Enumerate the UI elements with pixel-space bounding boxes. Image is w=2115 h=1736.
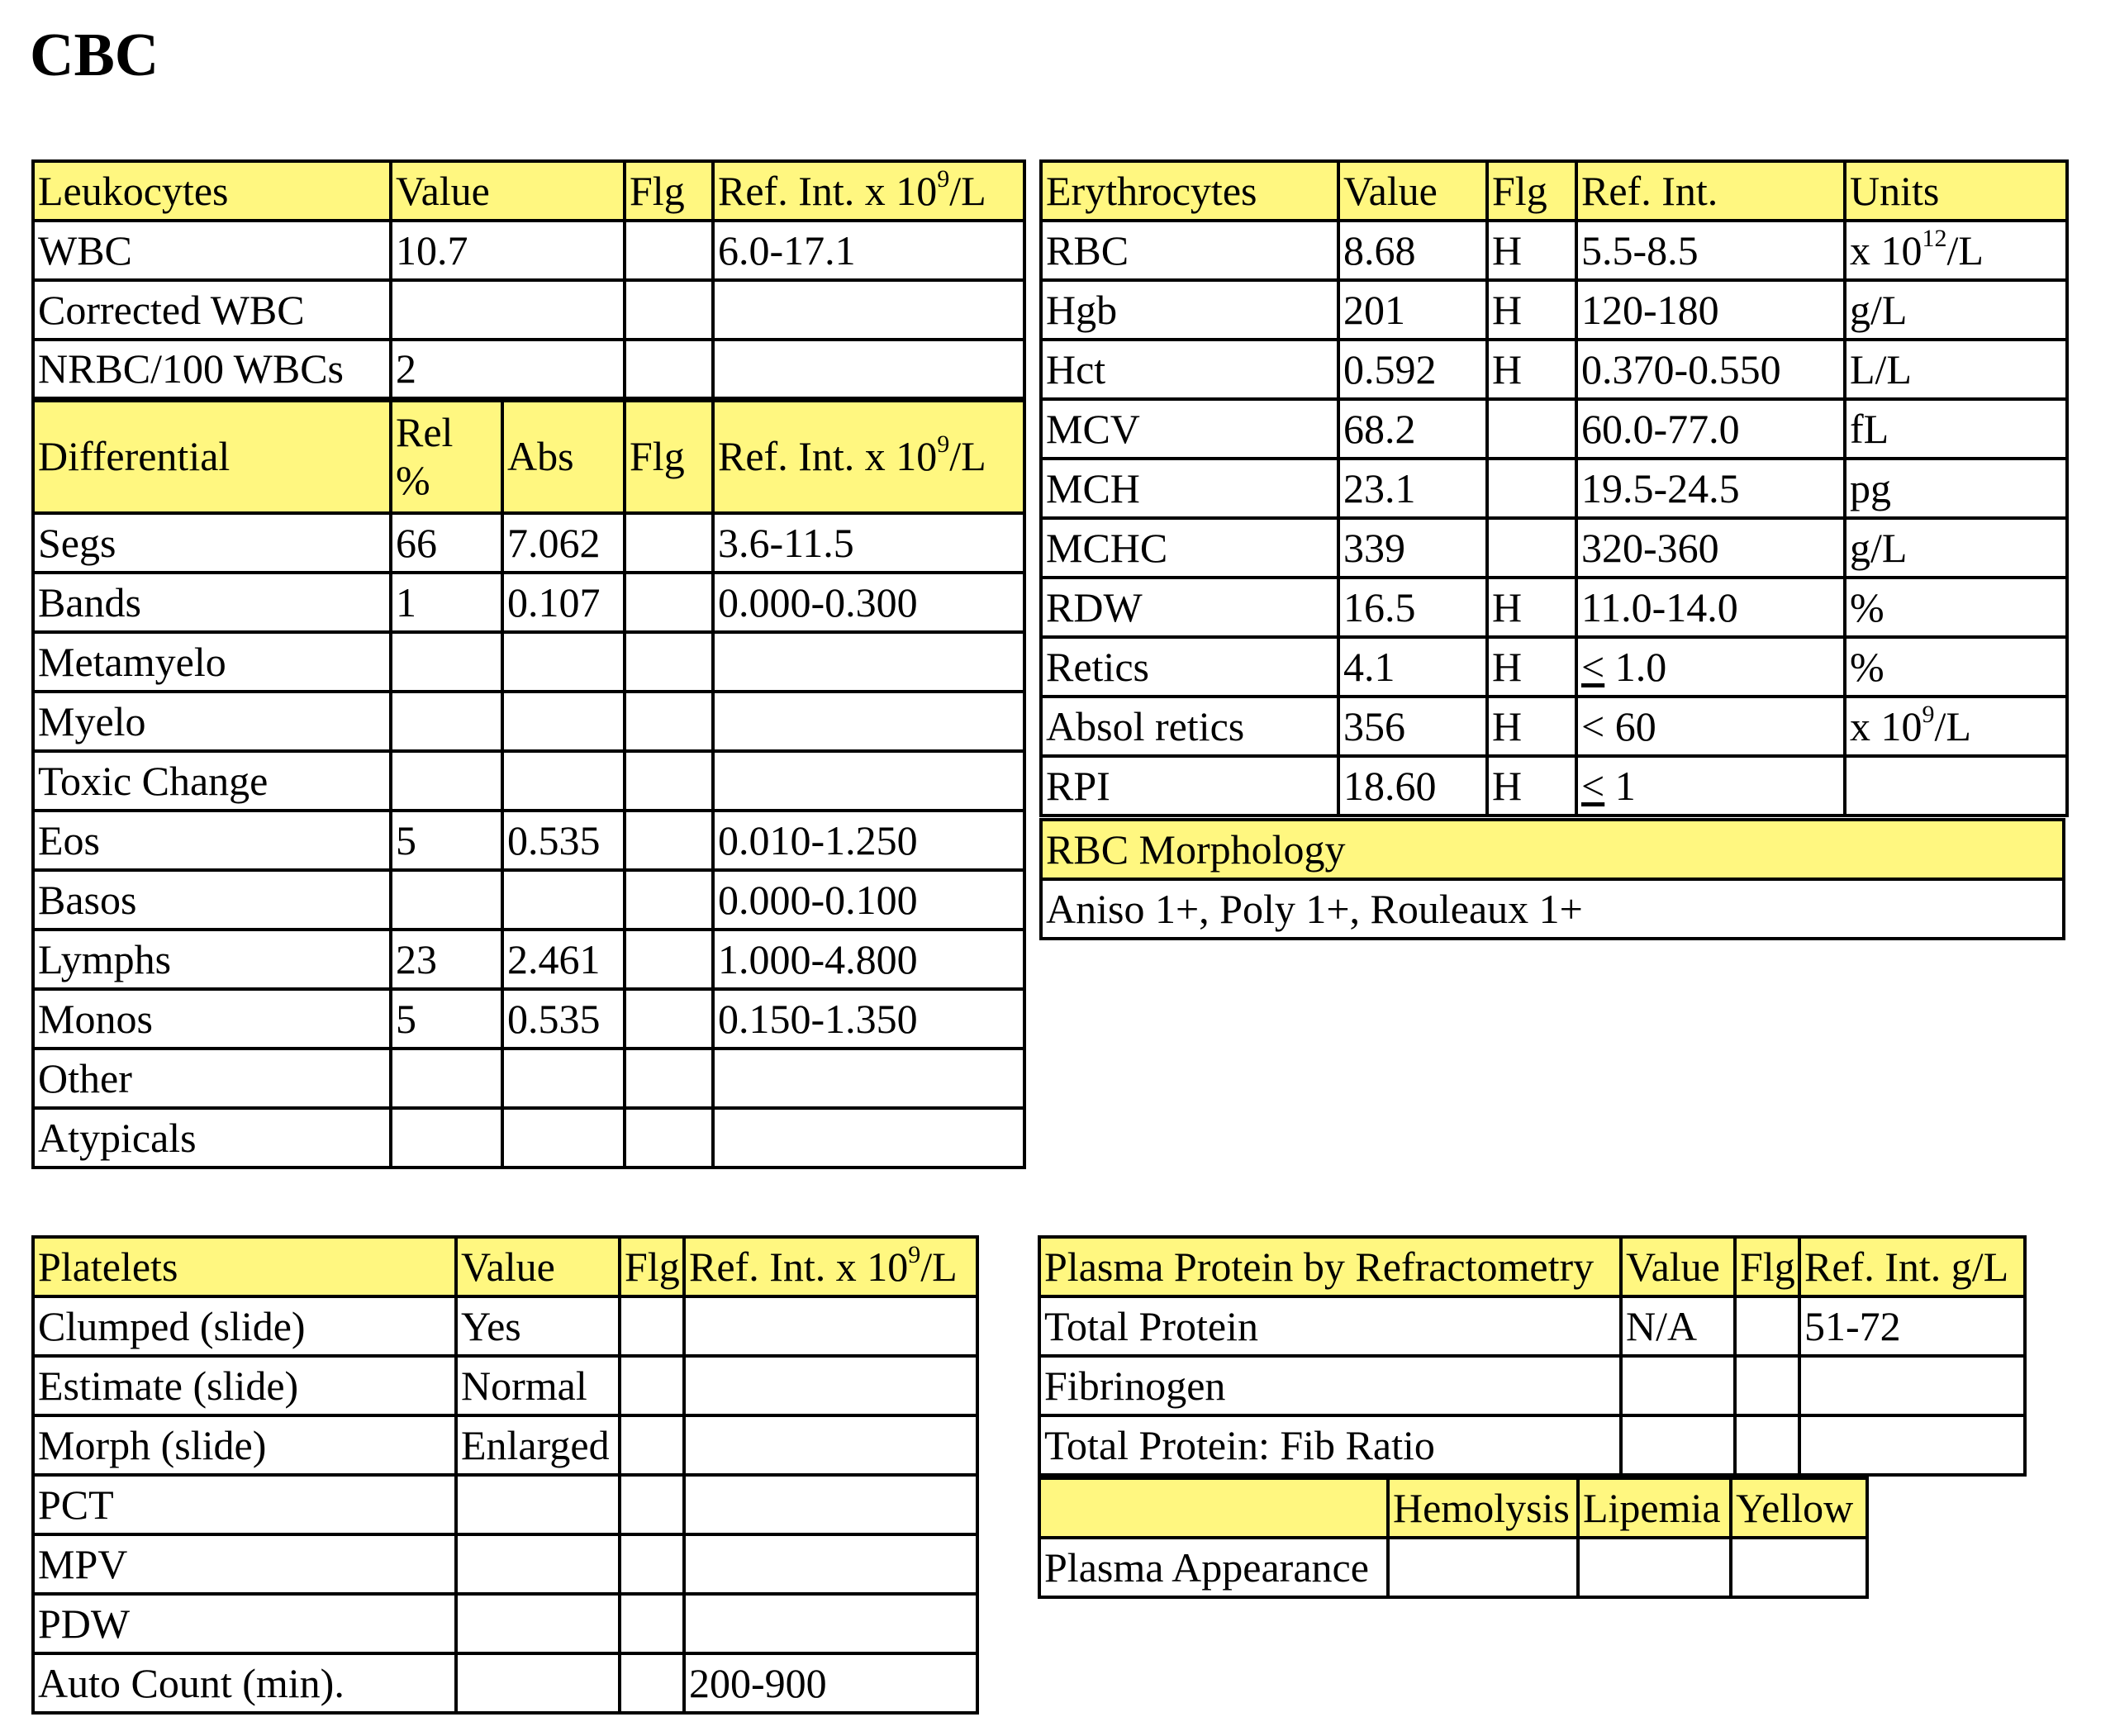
rel-cell <box>391 1049 502 1108</box>
plasma-protein-body <box>1039 1296 2025 1475</box>
flag-cell <box>625 280 713 340</box>
table-row <box>33 280 1024 340</box>
units-exponent: 12 <box>1922 224 1947 252</box>
header-cell: Rel % <box>391 399 502 513</box>
ref-cell <box>684 1594 977 1653</box>
abs-cell: 0.107 <box>502 573 625 632</box>
value-cell <box>456 1475 620 1534</box>
ref-cell <box>1576 221 1845 280</box>
ref-text: 19.5-24.5 <box>1581 464 1740 511</box>
rel-cell: 5 <box>391 989 502 1049</box>
row-label: MCV <box>1041 399 1338 459</box>
header-cell: Ref. Int. g/L <box>1799 1237 2025 1296</box>
flag-cell <box>625 573 713 632</box>
ref-label: Ref. Int. x 10 <box>718 433 938 480</box>
header-cell: RBC Morphology <box>1041 820 2064 879</box>
value-cell: Normal <box>456 1356 620 1415</box>
flag-cell: H <box>1487 756 1576 816</box>
ref-cell <box>713 1108 1024 1168</box>
table-row <box>33 1475 977 1534</box>
plasma-appearance-table <box>1038 1477 1869 1599</box>
row-label: Clumped (slide) <box>33 1296 456 1356</box>
flag-cell <box>625 1108 713 1168</box>
value-cell <box>456 1534 620 1594</box>
abs-cell <box>502 870 625 930</box>
table-row <box>1041 697 2067 756</box>
value-cell: 23.1 <box>1338 459 1487 518</box>
ref-cell <box>1576 756 1845 816</box>
units-cell <box>1845 697 2067 756</box>
table-row <box>1041 340 2067 399</box>
units-text: x 10 <box>1850 702 1923 749</box>
row-label: Monos <box>33 989 391 1049</box>
rel-cell: 66 <box>391 513 502 573</box>
ref-unit: /L <box>949 167 986 214</box>
differential-body <box>33 513 1024 1168</box>
ref-exponent: 9 <box>937 164 950 193</box>
ref-cell: 200-900 <box>684 1653 977 1713</box>
units-cell <box>1845 399 2067 459</box>
platelets-body <box>33 1296 977 1713</box>
flag-cell <box>625 221 713 280</box>
header-cell <box>713 161 1024 221</box>
ref-text: 320-360 <box>1581 524 1719 571</box>
flag-cell: H <box>1487 637 1576 697</box>
ref-cell <box>1799 1415 2025 1475</box>
ref-cell: 51-72 <box>1799 1296 2025 1356</box>
flag-cell <box>625 692 713 751</box>
value-cell: 10.7 <box>391 221 625 280</box>
rbc-morphology-header-row <box>1041 820 2064 879</box>
ref-cell <box>1576 578 1845 637</box>
table-row <box>33 221 1024 280</box>
table-row <box>33 1049 1024 1108</box>
units-exponent: 9 <box>1922 700 1935 728</box>
ref-text: 60.0-77.0 <box>1581 405 1740 452</box>
units-suffix: /L <box>1934 702 1971 749</box>
table-row <box>1039 1296 2025 1356</box>
flag-cell <box>620 1594 684 1653</box>
units-text: g/L <box>1850 286 1908 333</box>
table-row <box>1039 1538 1867 1597</box>
page-title: CBC <box>30 21 159 89</box>
row-label: PCT <box>33 1475 456 1534</box>
differential-header-row <box>33 399 1024 513</box>
ref-cell <box>1576 399 1845 459</box>
value-cell: 8.68 <box>1338 221 1487 280</box>
abs-cell <box>502 1108 625 1168</box>
ref-cell: 3.6-11.5 <box>713 513 1024 573</box>
ref-cell: 6.0-17.1 <box>713 221 1024 280</box>
row-label: Bands <box>33 573 391 632</box>
rel-cell: 23 <box>391 930 502 989</box>
platelets-table <box>31 1235 979 1715</box>
flag-cell <box>1735 1356 1799 1415</box>
flag-cell <box>620 1534 684 1594</box>
row-label: Toxic Change <box>33 751 391 811</box>
ref-label: Ref. Int. x 10 <box>689 1243 909 1290</box>
ref-cell: 0.010-1.250 <box>713 811 1024 870</box>
abs-cell <box>502 751 625 811</box>
table-row <box>1041 399 2067 459</box>
le-symbol: < <box>1581 762 1605 809</box>
units-cell <box>1845 637 2067 697</box>
header-cell: Hemolysis <box>1388 1478 1578 1538</box>
table-row <box>33 692 1024 751</box>
value-cell: Enlarged <box>456 1415 620 1475</box>
header-cell: Flg <box>625 399 713 513</box>
table-row <box>33 1356 977 1415</box>
value-cell: 18.60 <box>1338 756 1487 816</box>
ref-cell <box>713 1049 1024 1108</box>
abs-cell <box>502 692 625 751</box>
row-label: RDW <box>1041 578 1338 637</box>
ref-cell <box>713 340 1024 399</box>
units-text: g/L <box>1850 524 1908 571</box>
header-cell: Value <box>1621 1237 1735 1296</box>
row-label: Other <box>33 1049 391 1108</box>
flag-cell <box>1735 1415 1799 1475</box>
abs-cell: 0.535 <box>502 811 625 870</box>
ref-cell: 0.150-1.350 <box>713 989 1024 1049</box>
table-row <box>33 1594 977 1653</box>
le-symbol: < <box>1581 643 1605 690</box>
table-row <box>1041 280 2067 340</box>
ref-cell <box>684 1296 977 1356</box>
row-label: Myelo <box>33 692 391 751</box>
units-text: x 10 <box>1850 226 1923 273</box>
flag-cell <box>625 632 713 692</box>
row-label: Fibrinogen <box>1039 1356 1621 1415</box>
plasma-protein-header-row <box>1039 1237 2025 1296</box>
abs-cell: 2.461 <box>502 930 625 989</box>
table-row <box>1041 578 2067 637</box>
row-label: NRBC/100 WBCs <box>33 340 391 399</box>
flag-cell: H <box>1487 340 1576 399</box>
ref-cell <box>684 1356 977 1415</box>
header-cell <box>1039 1478 1388 1538</box>
header-cell: Flg <box>1487 161 1576 221</box>
row-label: Estimate (slide) <box>33 1356 456 1415</box>
table-row <box>33 340 1024 399</box>
units-text: pg <box>1850 464 1891 511</box>
rbc-morphology-text: Aniso 1+, Poly 1+, Rouleaux 1+ <box>1041 879 2064 939</box>
ref-text: 120-180 <box>1581 286 1719 333</box>
table-row <box>33 870 1024 930</box>
row-label: MCHC <box>1041 518 1338 578</box>
header-cell: Erythrocytes <box>1041 161 1338 221</box>
row-label: Total Protein <box>1039 1296 1621 1356</box>
value-cell: 339 <box>1338 518 1487 578</box>
ref-cell: 1.000-4.800 <box>713 930 1024 989</box>
flag-cell <box>620 1475 684 1534</box>
units-text: fL <box>1850 405 1889 452</box>
ref-cell <box>1576 637 1845 697</box>
row-label: Total Protein: Fib Ratio <box>1039 1415 1621 1475</box>
row-label: Hgb <box>1041 280 1338 340</box>
table-row <box>33 1296 977 1356</box>
header-cell: Flg <box>625 161 713 221</box>
row-label: RPI <box>1041 756 1338 816</box>
ref-cell <box>1576 518 1845 578</box>
value-cell: 201 <box>1338 280 1487 340</box>
table-row <box>33 632 1024 692</box>
header-cell <box>684 1237 977 1296</box>
header-cell: Lipemia <box>1578 1478 1731 1538</box>
ref-cell <box>1576 459 1845 518</box>
row-label: Absol retics <box>1041 697 1338 756</box>
ref-cell <box>713 751 1024 811</box>
table-row <box>33 811 1024 870</box>
ref-cell <box>713 692 1024 751</box>
table-row <box>1041 637 2067 697</box>
header-cell: Value <box>391 161 625 221</box>
table-row <box>33 513 1024 573</box>
flag-cell <box>625 811 713 870</box>
flag-cell: H <box>1487 221 1576 280</box>
row-label: Auto Count (min). <box>33 1653 456 1713</box>
ref-cell <box>1799 1356 2025 1415</box>
header-cell: Value <box>1338 161 1487 221</box>
row-label: RBC <box>1041 221 1338 280</box>
leukocytes-table <box>31 159 1026 1169</box>
erythrocytes-body <box>1041 221 2067 816</box>
table-row <box>33 1534 977 1594</box>
ref-cell <box>713 280 1024 340</box>
flag-cell: H <box>1487 578 1576 637</box>
header-cell: Flg <box>1735 1237 1799 1296</box>
ref-text: 1 <box>1604 762 1636 809</box>
value-cell <box>1621 1415 1735 1475</box>
rel-cell <box>391 751 502 811</box>
flag-cell <box>625 340 713 399</box>
header-cell: Leukocytes <box>33 161 391 221</box>
table-row <box>1041 756 2067 816</box>
rel-cell <box>391 692 502 751</box>
units-cell <box>1845 518 2067 578</box>
ref-cell <box>684 1534 977 1594</box>
row-label: Hct <box>1041 340 1338 399</box>
ref-text: 5.5-8.5 <box>1581 226 1699 273</box>
ref-cell <box>1576 340 1845 399</box>
flag-cell <box>1735 1296 1799 1356</box>
abs-cell: 7.062 <box>502 513 625 573</box>
flag-cell <box>620 1356 684 1415</box>
flag-cell: H <box>1487 697 1576 756</box>
row-label: Retics <box>1041 637 1338 697</box>
rel-cell <box>391 1108 502 1168</box>
leukocytes-header-row <box>33 161 1024 221</box>
ref-cell <box>1576 697 1845 756</box>
ref-text: 1.0 <box>1604 643 1667 690</box>
flag-cell <box>620 1296 684 1356</box>
row-label: Lymphs <box>33 930 391 989</box>
flag-cell <box>620 1653 684 1713</box>
row-label: Atypicals <box>33 1108 391 1168</box>
units-cell <box>1845 280 2067 340</box>
ref-text: 0.370-0.550 <box>1581 345 1781 392</box>
row-label: Plasma Appearance <box>1039 1538 1388 1597</box>
value-cell: 356 <box>1338 697 1487 756</box>
value-cell <box>1621 1356 1735 1415</box>
value-cell <box>456 1653 620 1713</box>
table-row <box>33 751 1024 811</box>
row-label: Metamyelo <box>33 632 391 692</box>
table-row <box>33 930 1024 989</box>
flag-cell <box>625 989 713 1049</box>
rel-cell <box>391 632 502 692</box>
units-cell <box>1845 459 2067 518</box>
header-cell: Plasma Protein by Refractometry <box>1039 1237 1621 1296</box>
header-cell: Value <box>456 1237 620 1296</box>
header-cell: Ref. Int. <box>1576 161 1845 221</box>
value-cell: N/A <box>1621 1296 1735 1356</box>
flag-cell <box>1487 399 1576 459</box>
value-cell: 16.5 <box>1338 578 1487 637</box>
abs-cell <box>502 632 625 692</box>
flag-cell <box>625 751 713 811</box>
table-row <box>1041 459 2067 518</box>
header-cell: Flg <box>620 1237 684 1296</box>
ref-unit: /L <box>920 1243 958 1290</box>
table-row <box>1041 518 2067 578</box>
header-cell: Differential <box>33 399 391 513</box>
plasma-appearance-header-row <box>1039 1478 1867 1538</box>
flag-cell <box>1487 459 1576 518</box>
ref-cell <box>713 632 1024 692</box>
flag-cell <box>620 1415 684 1475</box>
header-cell: Platelets <box>33 1237 456 1296</box>
value-cell <box>456 1594 620 1653</box>
flag-cell <box>625 870 713 930</box>
ref-exponent: 9 <box>937 430 950 459</box>
row-label: Eos <box>33 811 391 870</box>
abs-cell <box>502 1049 625 1108</box>
header-cell: Abs <box>502 399 625 513</box>
ref-text: < 60 <box>1581 702 1656 749</box>
header-cell: Units <box>1845 161 2067 221</box>
row-label: Basos <box>33 870 391 930</box>
ref-exponent: 9 <box>908 1240 921 1268</box>
table-row <box>1039 1356 2025 1415</box>
units-cell <box>1845 340 2067 399</box>
ref-cell: 0.000-0.300 <box>713 573 1024 632</box>
table-row <box>33 573 1024 632</box>
flag-cell <box>1487 518 1576 578</box>
flag-cell: H <box>1487 280 1576 340</box>
header-cell <box>713 399 1024 513</box>
value-cell: Yes <box>456 1296 620 1356</box>
erythrocytes-table <box>1039 159 2069 817</box>
row-label: PDW <box>33 1594 456 1653</box>
table-row <box>33 1108 1024 1168</box>
value-cell <box>1578 1538 1731 1597</box>
value-cell: 68.2 <box>1338 399 1487 459</box>
ref-cell <box>684 1415 977 1475</box>
units-text: % <box>1850 583 1884 630</box>
value-cell <box>391 280 625 340</box>
units-cell <box>1845 221 2067 280</box>
units-cell <box>1845 578 2067 637</box>
value-cell: 2 <box>391 340 625 399</box>
table-row <box>33 1415 977 1475</box>
ref-cell <box>1576 280 1845 340</box>
table-row <box>1041 879 2064 939</box>
row-label: MPV <box>33 1534 456 1594</box>
ref-label: Ref. Int. x 10 <box>718 167 938 214</box>
ref-text: 11.0-14.0 <box>1581 583 1738 630</box>
platelets-header-row <box>33 1237 977 1296</box>
flag-cell <box>625 930 713 989</box>
ref-cell <box>684 1475 977 1534</box>
table-row <box>33 1653 977 1713</box>
rbc-morphology-table <box>1039 818 2065 940</box>
table-row <box>33 989 1024 1049</box>
erythrocytes-header-row <box>1041 161 2067 221</box>
abs-cell: 0.535 <box>502 989 625 1049</box>
ref-cell: 0.000-0.100 <box>713 870 1024 930</box>
plasma-protein-table <box>1038 1235 2027 1477</box>
row-label: WBC <box>33 221 391 280</box>
header-cell: Yellow <box>1731 1478 1867 1538</box>
flag-cell <box>625 513 713 573</box>
row-label: Morph (slide) <box>33 1415 456 1475</box>
table-row <box>1041 221 2067 280</box>
ref-unit: /L <box>949 433 986 480</box>
units-cell <box>1845 756 2067 816</box>
rel-cell: 1 <box>391 573 502 632</box>
value-cell <box>1388 1538 1578 1597</box>
rel-cell <box>391 870 502 930</box>
units-text: L/L <box>1850 345 1912 392</box>
flag-cell <box>625 1049 713 1108</box>
value-cell <box>1731 1538 1867 1597</box>
rel-cell: 5 <box>391 811 502 870</box>
row-label: MCH <box>1041 459 1338 518</box>
value-cell: 0.592 <box>1338 340 1487 399</box>
units-suffix: /L <box>1946 226 1984 273</box>
table-row <box>1039 1415 2025 1475</box>
units-text: % <box>1850 643 1884 690</box>
row-label: Corrected WBC <box>33 280 391 340</box>
row-label: Segs <box>33 513 391 573</box>
value-cell: 4.1 <box>1338 637 1487 697</box>
